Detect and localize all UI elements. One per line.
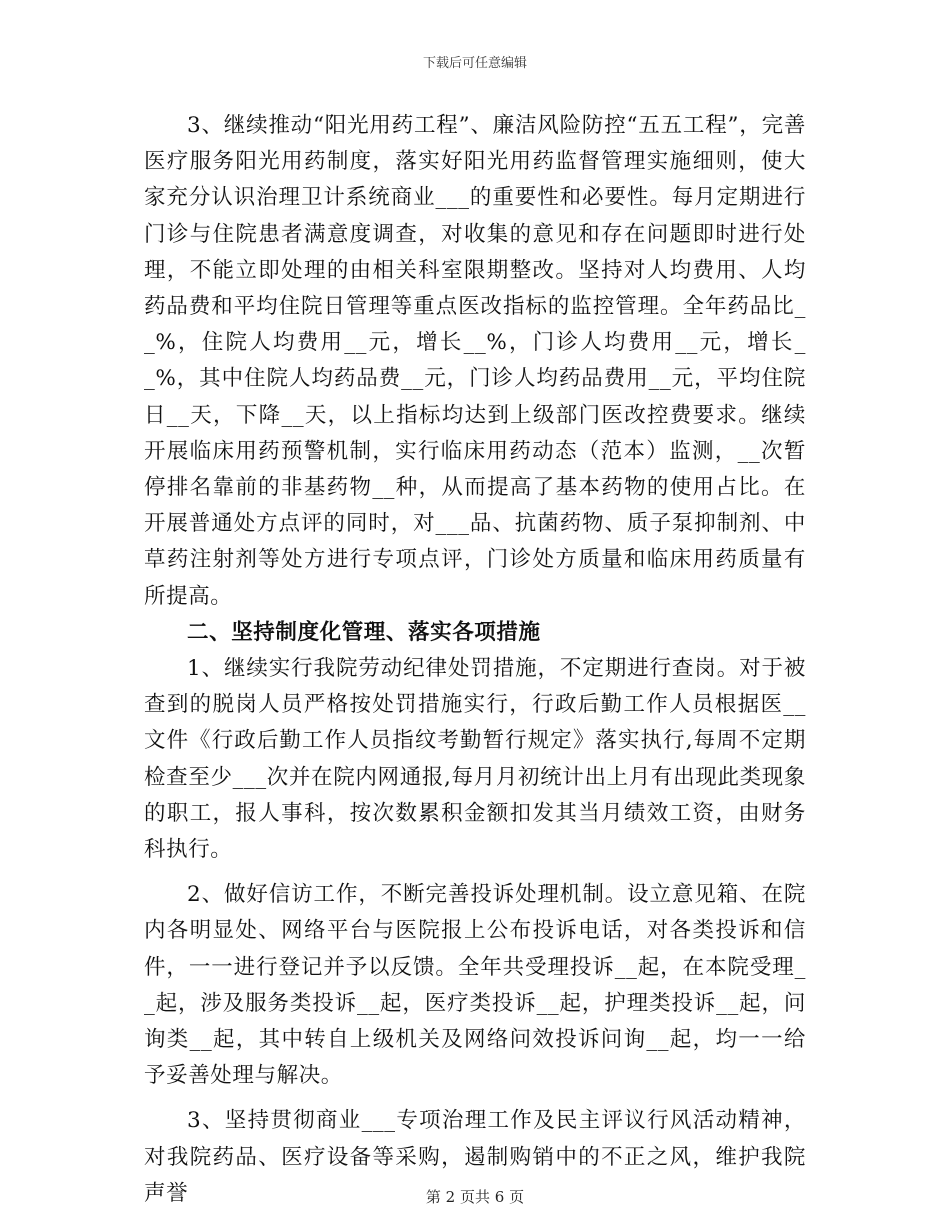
page-header: 下载后可任意编辑: [422, 56, 527, 71]
paragraph-complaints: 2、做好信访工作，不断完善投诉处理机制。设立意见箱、在院内各明显处、网络平台与医院报上公布投诉电话，对各类投诉和信件，一一进行登记并予以反馈。全年共受理投诉__起，在本院受理__起，涉及服务类投诉__起，医疗类投诉__起，护理类投诉__起，问询类__起，其中转自上级机关及网络问效投诉问询__起，均一一给予妥善处理与解决。: [144, 882, 806, 1089]
document-body: [144, 108, 806, 1212]
paragraph-drug-management: 3、继续推动“阳光用药工程”、廉洁风险防控“五五工程”，完善医疗服务阳光用药制度，落实好阳光用药监督管理实施细则，使大家充分认识治理卫计系统商业___的重要性和必要性。每月定期进行门诊与住院患者满意度调查，对收集的意见和存在问题即时进行处理，不能立即处理的由相关科室限期整改。坚持对人均费用、人均药品费和平均住院日管理等重点医改指标的监控管理。全年药品比__%，住院人均费用__元，增长__%，门诊人均费用__元，增长__%，其中住院人均药品费__元，门诊人均药品费用__元，平均住院日__天，下降__天，以上指标均达到上级部门医改控费要求。继续开展临床用药预警机制，实行临床用药动态（范本）监测，__次暂停排名靠前的非基药物__种，从而提高了基本药物的使用占比。在开展普通处方点评的同时，对___品、抗菌药物、质子泵抑制剂、中草药注射剂等处方进行专项点评，门诊处方质量和临床用药质量有所提高。: [144, 113, 806, 609]
paragraph-commercial-bribery: 3、坚持贯彻商业___专项治理工作及民主评议行风活动精神，对我院药品、医疗设备等采购，遏制购销中的不正之风，维护我院声誉: [144, 1108, 806, 1206]
paragraph-labor-discipline: 1、继续实行我院劳动纪律处罚措施，不定期进行查岗。对于被查到的脱岗人员严格按处罚措施实行，行政后勤工作人员根据医__文件《行政后勤工作人员指纹考勤暂行规定》落实执行,每周不定期检查至少___次并在院内网通报,每月月初统计出上月有出现此类现象的职工，报人事科，按次数累积金额扣发其当月绩效工资，由财务科执行。: [144, 656, 806, 863]
section-heading: 二、坚持制度化管理、落实各项措施: [187, 619, 541, 645]
page-number: 第 2 页共 6 页: [425, 1188, 525, 1206]
